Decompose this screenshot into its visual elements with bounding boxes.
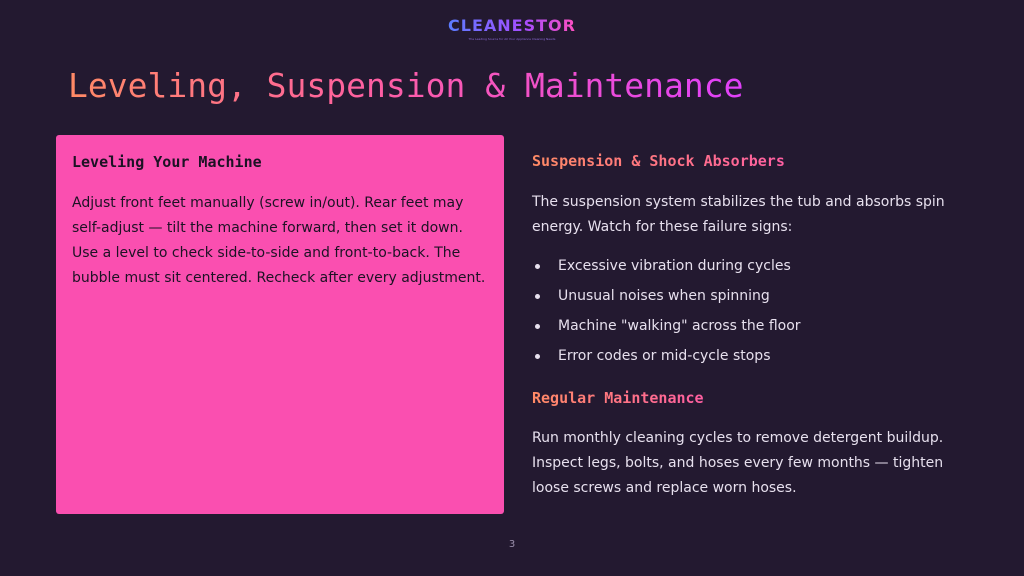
page-number: 3 xyxy=(508,539,516,550)
bullet-icon xyxy=(535,354,540,359)
maintenance-text: Run monthly cleaning cycles to remove detergent buildup. Inspect legs, bolts, and hoses every few months — tighten loose screws and replace worn hoses. xyxy=(532,430,944,496)
list-item-text: Unusual noises when spinning xyxy=(558,288,770,304)
maintenance-heading: Regular Maintenance xyxy=(532,389,704,407)
bullet-icon xyxy=(535,324,540,329)
leveling-card-body: Adjust front feet manually (screw in/out). Rear feet may self-adjust — tilt the machine forward, then set it down. Use a level to check side-to-side and front-to-back. The bubble must sit centered. Recheck after every adjustment. xyxy=(72,195,486,286)
failure-signs-list xyxy=(532,254,972,374)
page-title: Leveling, Suspension & Maintenance xyxy=(68,64,744,108)
list-item-text: Machine "walking" across the floor xyxy=(558,318,801,334)
bullet-icon xyxy=(535,294,540,299)
brand-logo xyxy=(0,16,1024,42)
list-item xyxy=(532,344,972,374)
leveling-card xyxy=(56,135,504,514)
bullet-icon xyxy=(535,264,540,269)
list-item xyxy=(532,284,972,314)
list-item xyxy=(532,254,972,284)
suspension-heading: Suspension & Shock Absorbers xyxy=(532,152,785,170)
list-item-text: Error codes or mid-cycle stops xyxy=(558,348,771,364)
logo-tagline: The Leading Source for All Your Appliance Cleaning Needs xyxy=(468,37,556,41)
list-item xyxy=(532,314,972,344)
leveling-card-heading: Leveling Your Machine xyxy=(72,153,262,171)
logo-wordmark: CLEANESTOR xyxy=(448,16,576,35)
list-item-text: Excessive vibration during cycles xyxy=(558,258,791,274)
suspension-intro: The suspension system stabilizes the tub and absorbs spin energy. Watch for these failure signs: xyxy=(532,194,945,235)
